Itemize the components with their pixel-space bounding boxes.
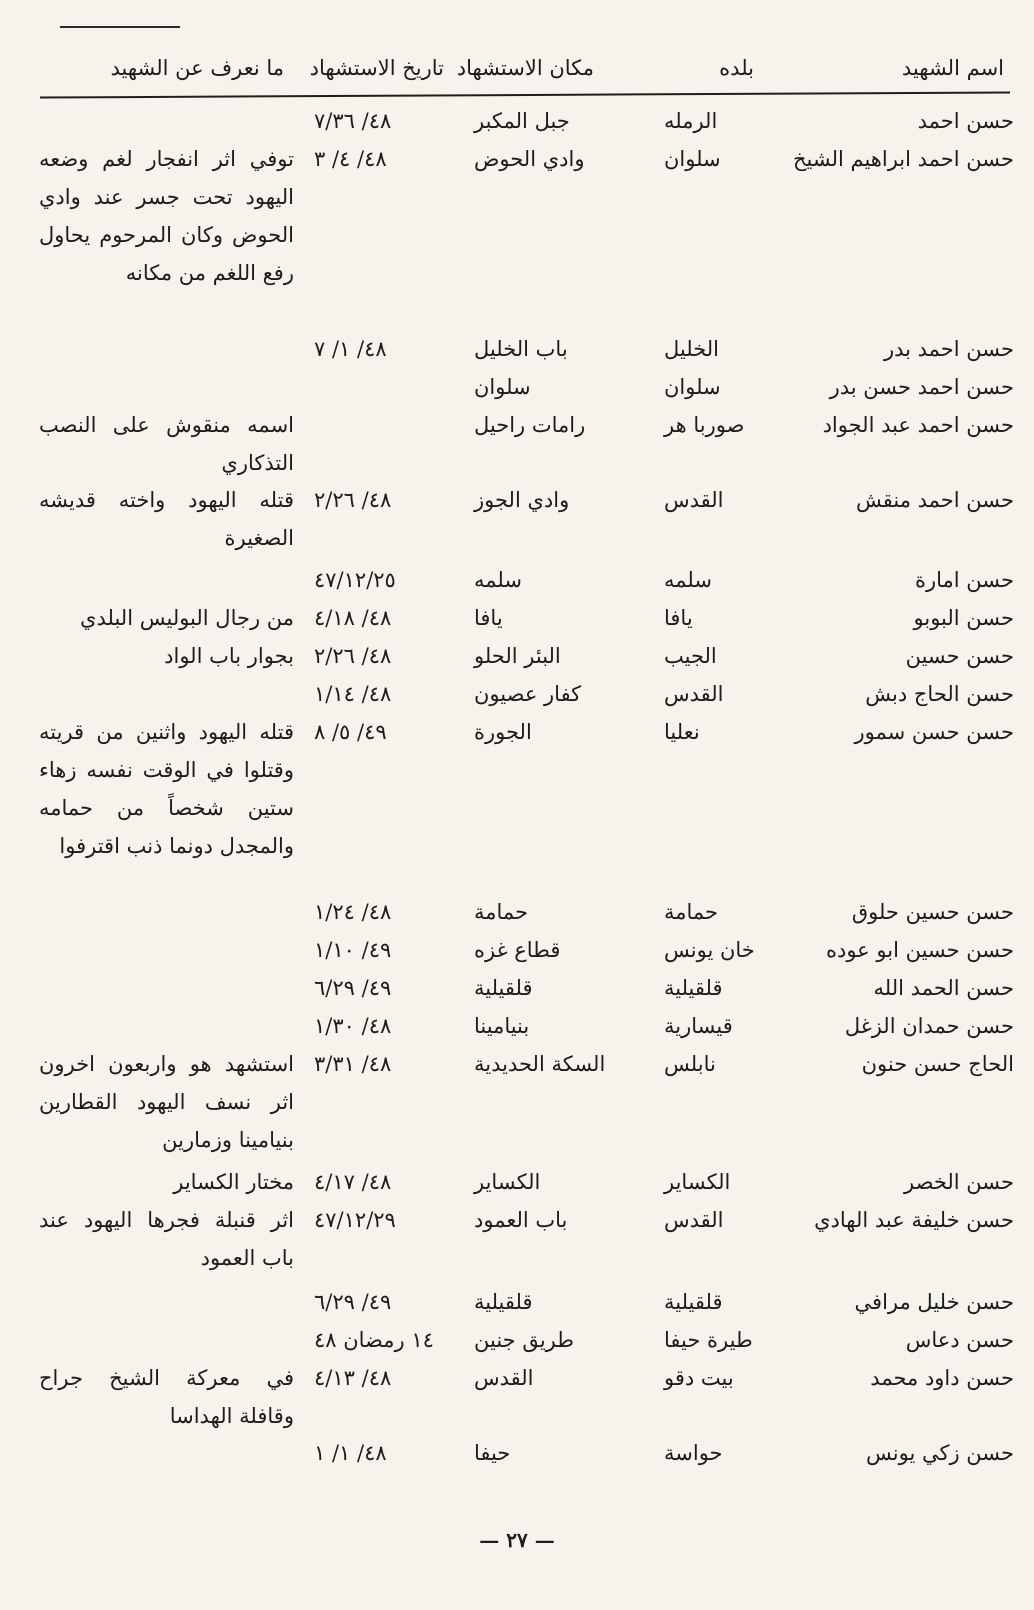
martyrdom-place: السكة الحديدية bbox=[474, 1052, 606, 1076]
martyrdom-place: يافا bbox=[474, 606, 503, 630]
martyrdom-date: ٤٨/ ٣/٣١ bbox=[314, 1052, 392, 1076]
martyr-town: القدس bbox=[664, 682, 724, 706]
martyr-name: حسن البوبو bbox=[913, 606, 1014, 630]
table-row bbox=[40, 931, 1014, 969]
martyr-notes: قتله اليهود واثنين من قريته وقتلوا في الوقت نفسه زهاء ستين شخصاً من حمامه والمجدل دونما ذنب اقترفوا bbox=[39, 720, 294, 858]
martyrdom-date: ١٤ رمضان ٤٨ bbox=[314, 1328, 434, 1352]
martyr-name: حسن خليفة عبد الهادي bbox=[814, 1208, 1014, 1232]
page-number: — ٢٧ — bbox=[479, 1528, 555, 1552]
martyrdom-date: ٤٨/ ٤/١٨ bbox=[314, 606, 392, 630]
martyrdom-place: باب العمود bbox=[474, 1208, 568, 1232]
martyr-name: حسن امارة bbox=[914, 568, 1014, 592]
martyr-notes: بجوار باب الواد bbox=[164, 644, 294, 668]
martyr-town: سلمه bbox=[664, 568, 712, 592]
header-rule bbox=[40, 91, 1010, 98]
martyrdom-place: حمامة bbox=[474, 900, 529, 924]
martyr-name: حسن داود محمد bbox=[870, 1366, 1014, 1390]
martyrdom-date: ٤٧/١٢/٢٥ bbox=[314, 568, 396, 592]
martyr-town: الجيب bbox=[664, 644, 717, 668]
martyr-name: حسن حسين حلوق bbox=[851, 900, 1014, 924]
martyr-town: قلقيلية bbox=[664, 976, 723, 1000]
martyrdom-place: بنيامينا bbox=[474, 1014, 530, 1038]
martyr-notes: اسمه منقوش على النصب التذكاري bbox=[39, 413, 294, 475]
martyr-town: الخليل bbox=[664, 337, 719, 361]
martyr-notes: مختار الكساير bbox=[173, 1170, 294, 1194]
table-row bbox=[40, 713, 1014, 893]
martyrdom-place: كفار عصيون bbox=[474, 682, 582, 706]
martyr-notes: من رجال البوليس البلدي bbox=[80, 606, 294, 630]
martyr-notes: استشهد هو واربعون اخرون اثر نسف اليهود القطارين بنيامينا وزمارين bbox=[39, 1052, 294, 1152]
table-row bbox=[40, 1045, 1014, 1163]
martyr-town: طيرة حيفا bbox=[664, 1328, 753, 1352]
martyr-name: حسن احمد bbox=[917, 109, 1014, 133]
header-date: تاريخ الاستشهاد bbox=[309, 56, 444, 80]
martyr-town: نابلس bbox=[664, 1052, 716, 1076]
martyr-town: يافا bbox=[664, 606, 693, 630]
martyr-town: نعليا bbox=[664, 720, 700, 744]
martyrdom-place: طريق جنين bbox=[474, 1328, 574, 1352]
martyr-name: حسن احمد ابراهيم الشيخ bbox=[792, 147, 1014, 171]
martyr-name: حسن حسين bbox=[905, 644, 1014, 668]
martyr-town: سلوان bbox=[664, 147, 721, 171]
martyrdom-date: ٤٩/ ٦/٢٩ bbox=[314, 976, 392, 1000]
martyrdom-place: وادي الحوض bbox=[474, 147, 585, 171]
martyrdom-date: ٤٨/ ٢/٢٦ bbox=[314, 644, 392, 668]
table-header bbox=[40, 44, 1004, 92]
martyr-town: الكساير bbox=[664, 1170, 731, 1194]
martyr-town: سلوان bbox=[664, 375, 721, 399]
martyrdom-place: قطاع غزه bbox=[474, 938, 561, 962]
martyrdom-place: وادي الجوز bbox=[474, 488, 570, 512]
martyr-notes: توفي اثر انفجار لغم وضعه اليهود تحت جسر عند وادي الحوض وكان المرحوم يحاول رفع اللغم من مكانه bbox=[39, 147, 294, 285]
table-row bbox=[40, 481, 1014, 561]
martyrdom-date: ٤٨/ ١/٢٤ bbox=[314, 900, 392, 924]
table-row bbox=[40, 1434, 1014, 1494]
table-row bbox=[40, 1201, 1014, 1283]
martyrdom-date: ٤٩/ ٥/ ٨ bbox=[314, 720, 387, 744]
martyr-name: حسن خليل مرافي bbox=[854, 1290, 1014, 1314]
martyrdom-place: قلقيلية bbox=[474, 1290, 533, 1314]
martyrdom-date: ٤٨/ ٤/١٧ bbox=[314, 1170, 392, 1194]
table-row bbox=[40, 1321, 1014, 1359]
martyr-name: حسن الحاج دبش bbox=[865, 682, 1014, 706]
martyr-name: حسن حسن سمور bbox=[854, 720, 1014, 744]
martyr-town: صوربا هر bbox=[664, 413, 745, 437]
martyr-town: حمامة bbox=[664, 900, 719, 924]
martyrdom-place: سلوان bbox=[474, 375, 531, 399]
martyr-name: حسن حمدان الزغل bbox=[844, 1014, 1014, 1038]
martyr-notes: قتله اليهود واخته قديشه الصغيرة bbox=[39, 488, 294, 550]
table-row bbox=[40, 1007, 1014, 1045]
martyrdom-place: الكساير bbox=[474, 1170, 541, 1194]
martyrdom-date: ٤٩/ ١/١٠ bbox=[314, 938, 392, 962]
martyr-name: حسن زكي يونس bbox=[865, 1441, 1014, 1465]
martyrs-table bbox=[40, 102, 1014, 1494]
martyrdom-date: ٤٩/ ٦/٢٩ bbox=[314, 1290, 392, 1314]
martyrdom-place: القدس bbox=[474, 1366, 534, 1390]
martyrdom-place: جبل المكبر bbox=[474, 109, 570, 133]
martyr-name: حسن الخصر bbox=[904, 1170, 1014, 1194]
table-row bbox=[40, 599, 1014, 637]
martyr-town: خان يونس bbox=[664, 938, 755, 962]
table-row bbox=[40, 1359, 1014, 1434]
martyr-name: حسن احمد بدر bbox=[883, 337, 1014, 361]
table-row bbox=[40, 1163, 1014, 1201]
martyrdom-place: قلقيلية bbox=[474, 976, 533, 1000]
table-row bbox=[40, 561, 1014, 599]
martyr-notes: اثر قنبلة فجرها اليهود عند باب العمود bbox=[39, 1208, 294, 1270]
table-row bbox=[40, 1283, 1014, 1321]
header-notes: ما نعرف عن الشهيد bbox=[110, 56, 284, 80]
martyr-town: قلقيلية bbox=[664, 1290, 723, 1314]
top-rule bbox=[60, 26, 180, 28]
martyr-name: حسن دعاس bbox=[905, 1328, 1014, 1352]
martyrdom-date: ٤٨/ ٤/١٣ bbox=[314, 1366, 392, 1390]
table-row bbox=[40, 140, 1014, 330]
martyr-name: حسن احمد حسن بدر bbox=[829, 375, 1014, 399]
martyrdom-date: ٤٨/ ٧/٣٦ bbox=[314, 109, 392, 133]
martyrdom-place: البئر الحلو bbox=[474, 644, 561, 668]
table-row bbox=[40, 893, 1014, 931]
martyrdom-date: ٤٨/ ١/١٤ bbox=[314, 682, 392, 706]
martyr-town: قيسارية bbox=[664, 1014, 733, 1038]
martyr-name: الحاج حسن حنون bbox=[861, 1052, 1014, 1076]
martyrdom-date: ٤٨/ ٤/ ٣ bbox=[314, 147, 387, 171]
martyrdom-date: ٤٨/ ١/٣٠ bbox=[314, 1014, 392, 1038]
martyr-notes: في معركة الشيخ جراح وقافلة الهداسا bbox=[39, 1366, 294, 1428]
martyr-town: حواسة bbox=[664, 1441, 723, 1465]
header-place: مكان الاستشهاد bbox=[456, 56, 594, 80]
martyr-town: القدس bbox=[664, 1208, 724, 1232]
martyr-name: حسن حسين ابو عوده bbox=[825, 938, 1014, 962]
table-row bbox=[40, 368, 1014, 406]
martyrdom-place: سلمه bbox=[474, 568, 522, 592]
martyrdom-place: حيفا bbox=[474, 1441, 511, 1465]
martyrdom-date: ٤٧/١٢/٢٩ bbox=[314, 1208, 396, 1232]
martyr-name: حسن احمد منقش bbox=[855, 488, 1014, 512]
martyrdom-date: ٤٨/ ١/ ١ bbox=[314, 1441, 387, 1465]
table-row bbox=[40, 330, 1014, 368]
table-row bbox=[40, 102, 1014, 140]
table-row bbox=[40, 675, 1014, 713]
table-row bbox=[40, 969, 1014, 1007]
martyr-name: حسن احمد عبد الجواد bbox=[822, 413, 1014, 437]
martyrdom-place: الجورة bbox=[474, 720, 532, 744]
header-name: اسم الشهيد bbox=[901, 56, 1004, 80]
martyrdom-date: ٤٨/ ١/ ٧ bbox=[314, 337, 387, 361]
martyrdom-date: ٤٨/ ٢/٢٦ bbox=[314, 488, 392, 512]
table-row bbox=[40, 406, 1014, 481]
martyr-name: حسن الحمد الله bbox=[873, 976, 1014, 1000]
table-row bbox=[40, 637, 1014, 675]
martyrdom-place: رامات راحيل bbox=[474, 413, 586, 437]
martyr-town: القدس bbox=[664, 488, 724, 512]
martyr-town: الرمله bbox=[664, 109, 718, 133]
header-town: بلده bbox=[719, 56, 754, 80]
martyrdom-place: باب الخليل bbox=[474, 337, 568, 361]
martyr-town: بيت دقو bbox=[664, 1366, 734, 1390]
